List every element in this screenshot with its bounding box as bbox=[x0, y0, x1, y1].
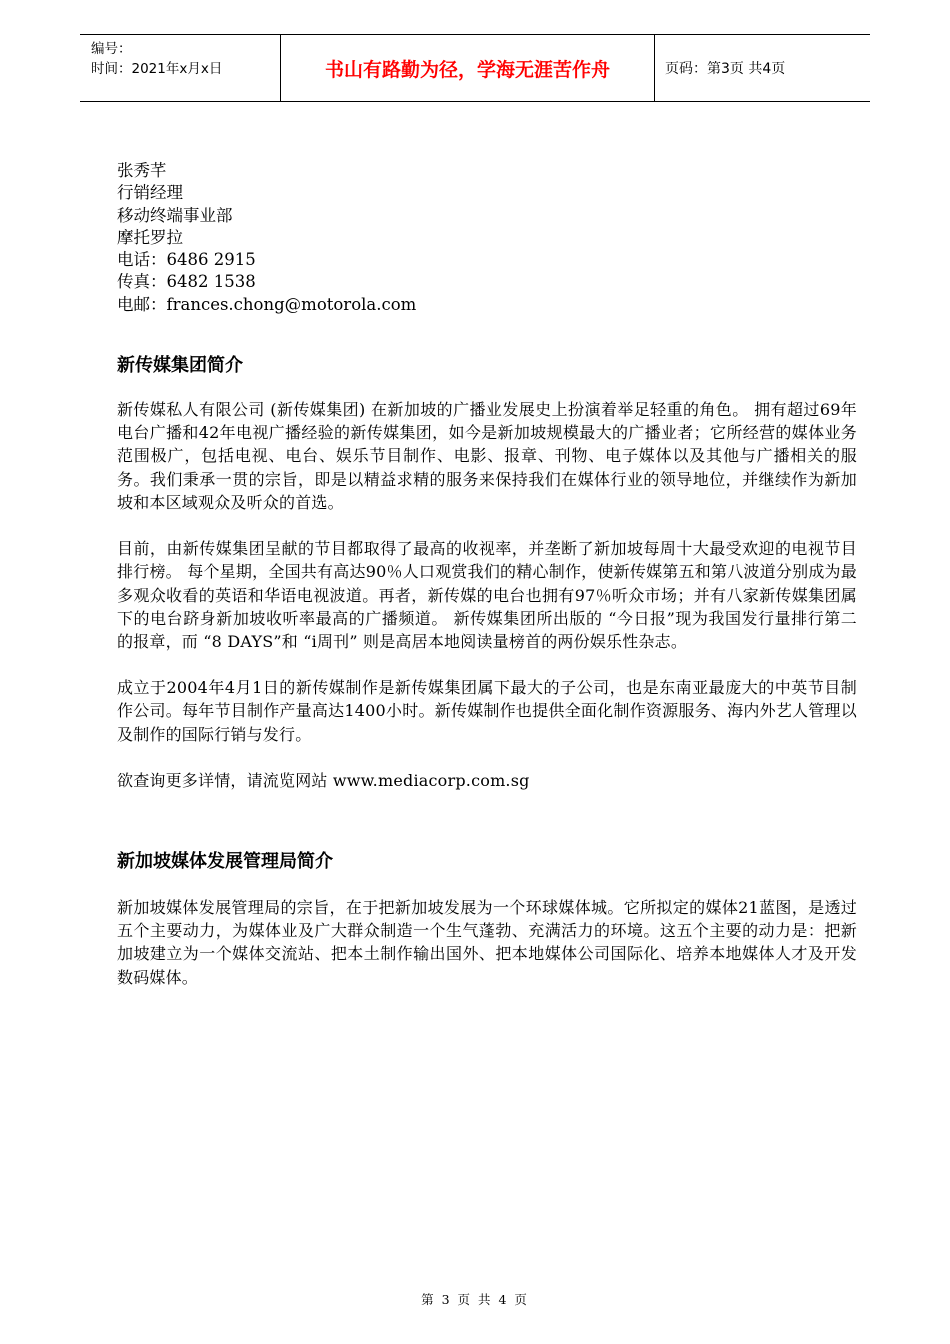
contact-title: 行销经理 bbox=[117, 183, 183, 203]
contact-email: 电邮：frances.chong@motorola.com bbox=[117, 294, 417, 314]
section-heading-mediacorp: 新传媒集团简介 bbox=[117, 355, 243, 377]
mediacorp-more-info: 欲查询更多详情，请流览网站 www.mediacorp.com.sg bbox=[117, 770, 530, 790]
mda-paragraph-1: 新加坡媒体发展管理局的宗旨，在于把新加坡发展为一个环球媒体城。它所拟定的媒体21蓝图，是透过五个主要动力，为媒体业及广大群众制造一个生气蓬勃、充满活力的环境。这五个主要的动力是：把新加坡建立为一个媒体交流站、把本土制作输出国外、把本地媒体公司国际化、培养本地媒体人才及开发数码媒体。 bbox=[117, 897, 857, 987]
mediacorp-paragraph-2: 目前，由新传媒集团呈献的节目都取得了最高的收视率，并垄断了新加坡每周十大最受欢迎的电视节目排行榜。 每个星期，全国共有高达90％人口观赏我们的精心制作，使新传媒第五和第八波道分别成为最多观众收看的英语和华语电视波道。再者，新传媒的电台也拥有97％听众市场；并有八家新传媒集团属下的电台跻身新加坡收听率最高的广播频道。 新传媒集团所出版的 “今日报”现为我国发行量排行第二的报章，而 “8 DAYS”和 “i周刊” 则是高居本地阅读量榜首的两份娱乐性杂志。 bbox=[117, 539, 857, 651]
page-header bbox=[80, 34, 870, 102]
header-meta bbox=[80, 35, 281, 101]
mediacorp-paragraph-1: 新传媒私人有限公司 (新传媒集团) 在新加坡的广播业发展史上扮演着举足轻重的角色。 拥有超过69年电台广播和42年电视广播经验的新传媒集团，如今是新加坡规模最大的广播业者；它所经营的媒体业务范围极广，包括电视、电台、娱乐节目制作、电影、报章、刊物、电子媒体以及其他与广播相关的服务。我们秉承一贯的宗旨，即是以精益求精的服务来保持我们在媒体行业的领导地位，并继续作为新加坡和本区域观众及听众的首选。 bbox=[117, 400, 857, 512]
section-heading-mda: 新加坡媒体发展管理局简介 bbox=[117, 850, 333, 872]
contact-department: 移动终端事业部 bbox=[117, 205, 233, 225]
header-page-info: 页码：第3页 共4页 bbox=[665, 61, 786, 77]
mediacorp-paragraph-3: 成立于2004年4月1日的新传媒制作是新传媒集团属下最大的子公司，也是东南亚最庞大的中英节目制作公司。每年节目制作产量高达1400小时。新传媒制作也提供全面化制作资源服务、海内外艺人管理以及制作的国际行销与发行。 bbox=[117, 678, 857, 744]
contact-block bbox=[117, 160, 857, 316]
header-motto: 书山有路勤为径，学海无涯苦作舟 bbox=[281, 35, 655, 101]
contact-phone: 电话：6486 2915 bbox=[117, 250, 256, 270]
document-number: 编号： bbox=[91, 41, 132, 57]
contact-company: 摩托罗拉 bbox=[117, 227, 183, 247]
contact-name: 张秀芊 bbox=[117, 161, 167, 180]
contact-fax: 传真：6482 1538 bbox=[117, 272, 256, 292]
document-body bbox=[117, 160, 857, 989]
page-footer: 第 3 页 共 4 页 bbox=[421, 1292, 529, 1307]
document-date: 时间：2021年x月x日 bbox=[91, 61, 223, 77]
